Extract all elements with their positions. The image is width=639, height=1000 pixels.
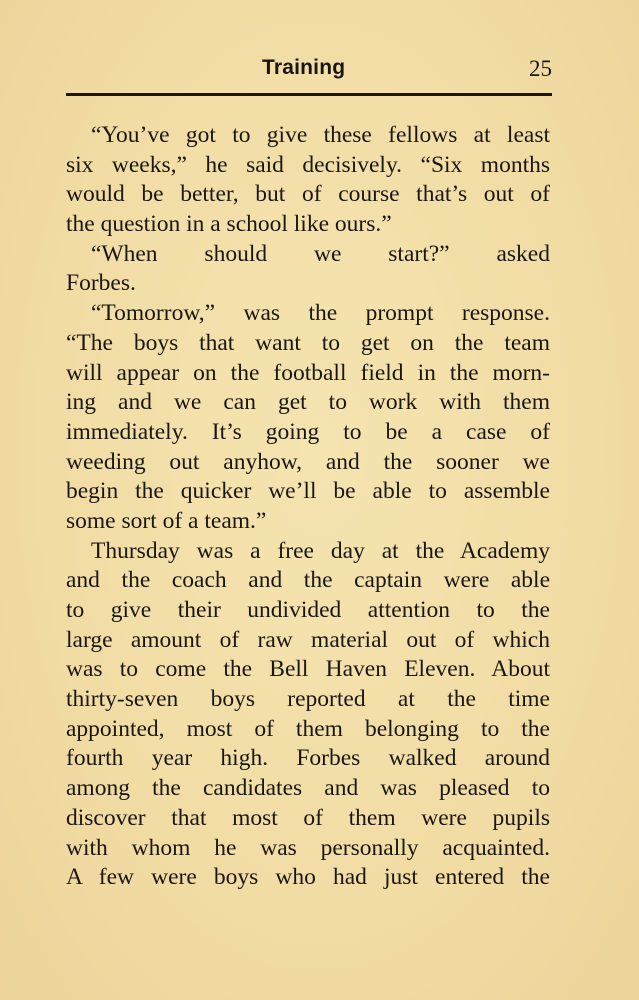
page-header — [66, 56, 552, 88]
text-line: ing and we can get to work with them — [66, 389, 550, 416]
header-rule — [66, 93, 552, 96]
text-line: “When should we start?” asked — [91, 240, 550, 267]
body-text — [66, 121, 550, 893]
text-line: appointed, most of them belonging to the — [66, 715, 550, 742]
text-line: fourth year high. Forbes walked around — [66, 745, 550, 772]
text-line: immediately. It’s going to be a case of — [66, 418, 550, 445]
text-line: Thursday was a free day at the Academy — [91, 537, 550, 564]
text-line: was to come the Bell Haven Eleven. About — [66, 656, 550, 683]
text-line: would be better, but of course that’s out of — [66, 181, 550, 208]
text-line: the question in a school like ours.” — [66, 211, 392, 238]
text-line: with whom he was personally acquainted. — [66, 834, 550, 861]
text-line: thirty-seven boys reported at the time — [66, 686, 550, 713]
text-line: will appear on the football field in the morn- — [66, 359, 550, 386]
running-title: Training — [262, 56, 346, 79]
text-line: A few were boys who had just entered the — [66, 864, 550, 891]
text-line: and the coach and the captain were able — [66, 567, 550, 594]
text-line: Forbes. — [66, 270, 136, 297]
text-line: to give their undivided attention to the — [66, 597, 550, 623]
text-line: some sort of a team.” — [66, 507, 267, 534]
text-line: weeding out anyhow, and the sooner we — [66, 448, 550, 475]
text-line: large amount of raw material out of which — [66, 626, 550, 653]
text-line: begin the quicker we’ll be able to assemble — [66, 478, 550, 505]
page-number: 25 — [529, 56, 552, 81]
text-line: “Tomorrow,” was the prompt response. — [91, 300, 550, 327]
text-line: six weeks,” he said decisively. “Six months — [66, 151, 550, 178]
text-line: “The boys that want to get on the team — [66, 329, 550, 356]
text-line: discover that most of them were pupils — [66, 804, 550, 831]
text-line: “You’ve got to give these fellows at least — [91, 122, 550, 148]
text-line: among the candidates and was pleased to — [66, 775, 550, 802]
